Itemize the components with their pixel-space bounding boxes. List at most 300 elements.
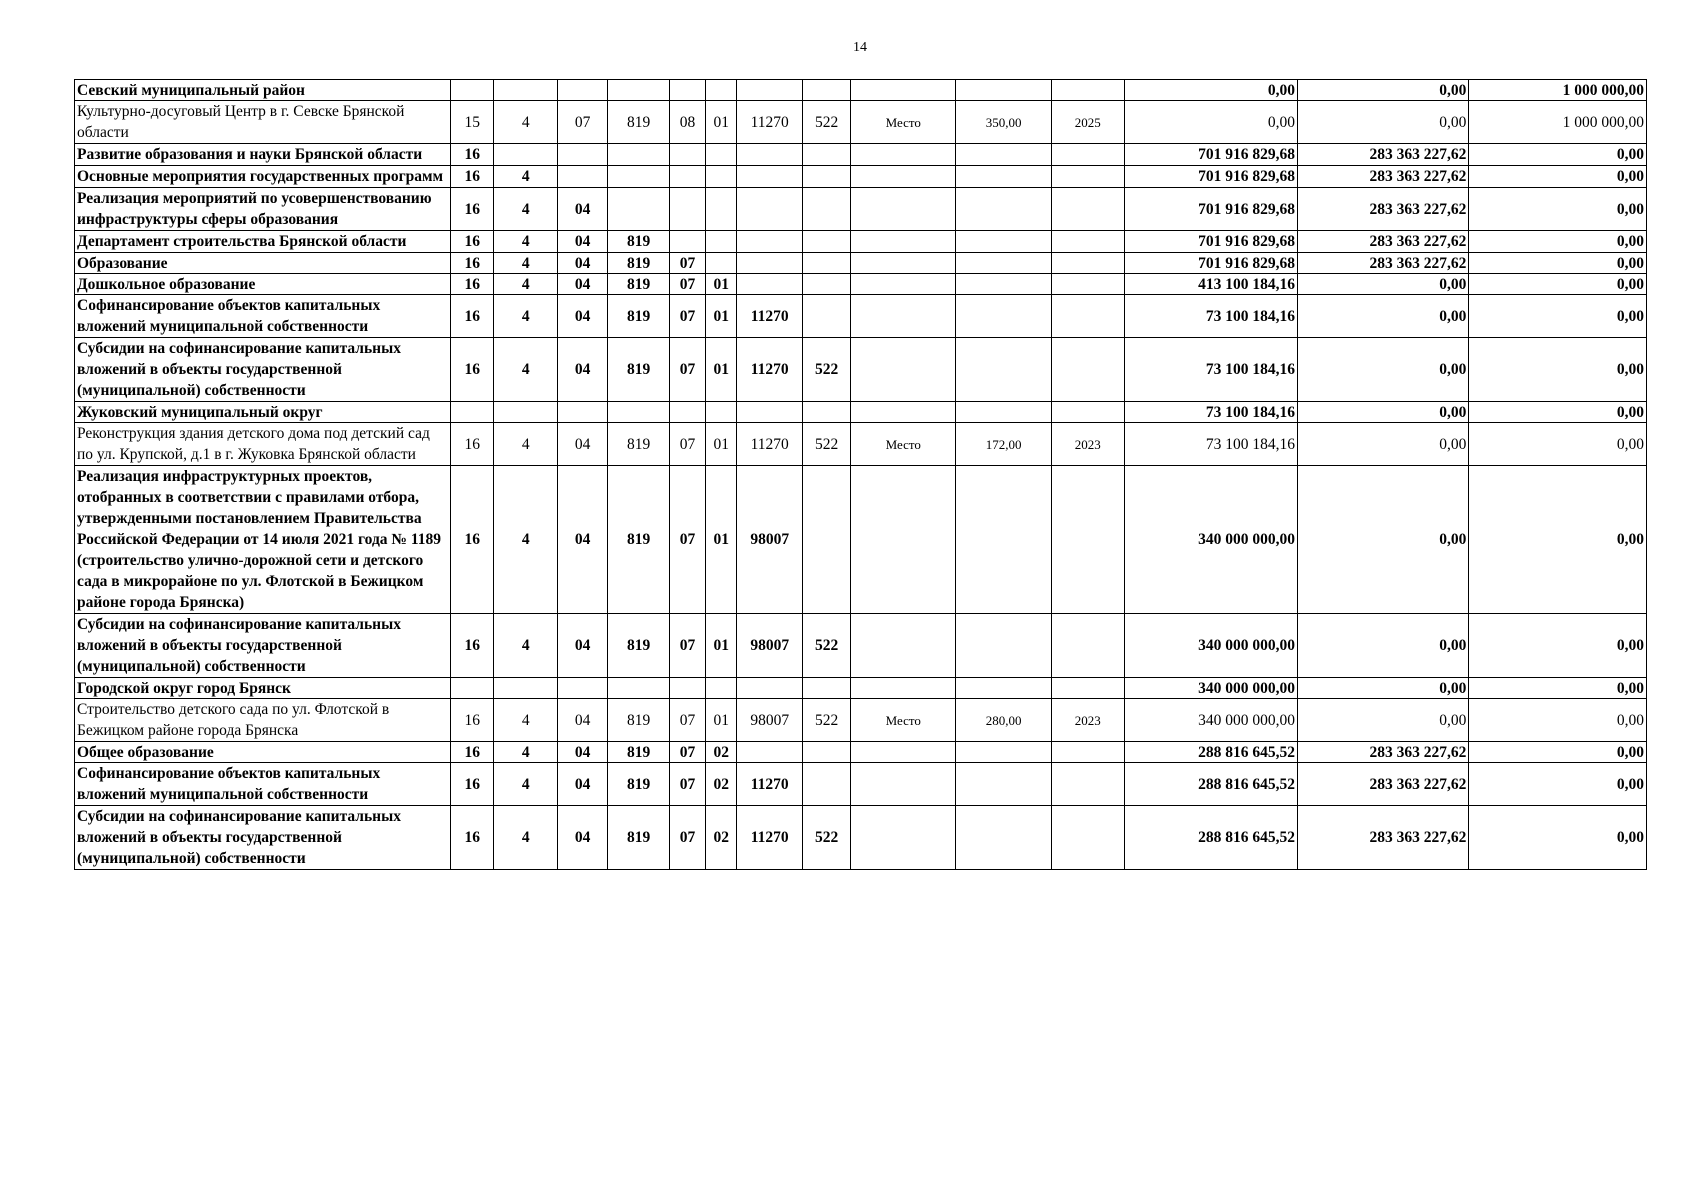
code-7	[737, 402, 803, 423]
capacity-cell	[956, 274, 1052, 295]
code-6	[706, 678, 737, 699]
code-7	[737, 742, 803, 763]
amount-2024: 0,00	[1298, 614, 1469, 678]
table-row	[75, 423, 1647, 466]
amount-2025: 0,00	[1469, 338, 1647, 402]
table-row	[75, 166, 1647, 188]
amount-2023: 701 916 829,68	[1124, 166, 1297, 188]
amount-2023: 701 916 829,68	[1124, 144, 1297, 166]
amount-2025: 0,00	[1469, 295, 1647, 338]
unit-cell	[851, 80, 956, 101]
unit-cell	[851, 188, 956, 231]
row-name: Софинансирование объектов капитальных вложений муниципальной собственности	[75, 763, 451, 806]
amount-2023: 701 916 829,68	[1124, 253, 1297, 274]
row-name: Строительство детского сада по ул. Флотской в Бежицком районе города Брянска	[75, 699, 451, 742]
code-1	[451, 402, 494, 423]
year-cell	[1051, 742, 1124, 763]
code-3	[557, 80, 607, 101]
amount-2025: 0,00	[1469, 253, 1647, 274]
amount-2023: 340 000 000,00	[1124, 699, 1297, 742]
code-8: 522	[802, 338, 850, 402]
code-1: 16	[451, 253, 494, 274]
year-cell	[1051, 763, 1124, 806]
code-1: 16	[451, 188, 494, 231]
capacity-cell	[956, 338, 1052, 402]
year-cell	[1051, 144, 1124, 166]
code-5	[669, 678, 705, 699]
code-2	[494, 144, 558, 166]
code-7: 11270	[737, 806, 803, 870]
code-4	[608, 80, 670, 101]
amount-2025: 0,00	[1469, 806, 1647, 870]
code-3	[557, 678, 607, 699]
amount-2024: 283 363 227,62	[1298, 806, 1469, 870]
code-8: 522	[802, 614, 850, 678]
code-7: 98007	[737, 614, 803, 678]
code-4: 819	[608, 338, 670, 402]
code-4: 819	[608, 423, 670, 466]
capacity-cell: 280,00	[956, 699, 1052, 742]
amount-2025: 0,00	[1469, 763, 1647, 806]
code-2: 4	[494, 166, 558, 188]
year-cell	[1051, 188, 1124, 231]
code-8	[802, 231, 850, 253]
amount-2025: 0,00	[1469, 466, 1647, 614]
code-6: 01	[706, 338, 737, 402]
table-row	[75, 742, 1647, 763]
code-6: 01	[706, 274, 737, 295]
code-4: 819	[608, 231, 670, 253]
code-4	[608, 402, 670, 423]
code-5: 07	[669, 423, 705, 466]
code-6: 01	[706, 699, 737, 742]
table-row	[75, 231, 1647, 253]
code-6	[706, 402, 737, 423]
capacity-cell	[956, 466, 1052, 614]
code-7: 11270	[737, 101, 803, 144]
code-6: 01	[706, 423, 737, 466]
code-6	[706, 144, 737, 166]
code-4: 819	[608, 101, 670, 144]
amount-2024: 0,00	[1298, 101, 1469, 144]
code-3: 04	[557, 253, 607, 274]
code-2: 4	[494, 338, 558, 402]
code-6	[706, 231, 737, 253]
row-name: Образование	[75, 253, 451, 274]
amount-2024: 283 363 227,62	[1298, 188, 1469, 231]
year-cell: 2025	[1051, 101, 1124, 144]
amount-2024: 283 363 227,62	[1298, 144, 1469, 166]
capacity-cell	[956, 188, 1052, 231]
amount-2023: 288 816 645,52	[1124, 742, 1297, 763]
unit-cell	[851, 338, 956, 402]
code-1: 16	[451, 144, 494, 166]
year-cell	[1051, 166, 1124, 188]
code-5	[669, 144, 705, 166]
amount-2023: 701 916 829,68	[1124, 188, 1297, 231]
code-2: 4	[494, 763, 558, 806]
code-1	[451, 678, 494, 699]
code-2: 4	[494, 101, 558, 144]
code-3	[557, 402, 607, 423]
row-name: Жуковский муниципальный округ	[75, 402, 451, 423]
code-4: 819	[608, 742, 670, 763]
amount-2025: 1 000 000,00	[1469, 80, 1647, 101]
code-1: 16	[451, 763, 494, 806]
code-5: 07	[669, 699, 705, 742]
code-6: 01	[706, 614, 737, 678]
code-2: 4	[494, 699, 558, 742]
row-name: Реализация мероприятий по усовершенствованию инфраструктуры сферы образования	[75, 188, 451, 231]
amount-2025: 0,00	[1469, 188, 1647, 231]
amount-2024: 283 363 227,62	[1298, 763, 1469, 806]
code-3: 04	[557, 274, 607, 295]
code-2: 4	[494, 614, 558, 678]
code-7	[737, 274, 803, 295]
capacity-cell	[956, 253, 1052, 274]
row-name: Департамент строительства Брянской области	[75, 231, 451, 253]
amount-2023: 340 000 000,00	[1124, 678, 1297, 699]
code-5: 07	[669, 614, 705, 678]
amount-2024: 0,00	[1298, 338, 1469, 402]
table-row	[75, 295, 1647, 338]
amount-2024: 0,00	[1298, 295, 1469, 338]
year-cell	[1051, 466, 1124, 614]
unit-cell	[851, 295, 956, 338]
code-3: 04	[557, 742, 607, 763]
capacity-cell	[956, 614, 1052, 678]
code-8	[802, 253, 850, 274]
code-2: 4	[494, 231, 558, 253]
year-cell	[1051, 402, 1124, 423]
code-1: 16	[451, 742, 494, 763]
code-7	[737, 188, 803, 231]
amount-2023: 73 100 184,16	[1124, 402, 1297, 423]
code-1: 16	[451, 295, 494, 338]
unit-cell	[851, 806, 956, 870]
row-name: Городской округ город Брянск	[75, 678, 451, 699]
code-8	[802, 763, 850, 806]
row-name: Субсидии на софинансирование капитальных вложений в объекты государственной (муниципальной) собственности	[75, 338, 451, 402]
code-4: 819	[608, 699, 670, 742]
row-name: Основные мероприятия государственных программ	[75, 166, 451, 188]
capacity-cell	[956, 80, 1052, 101]
code-6: 01	[706, 295, 737, 338]
code-1: 16	[451, 699, 494, 742]
code-6	[706, 188, 737, 231]
table-row	[75, 678, 1647, 699]
code-4: 819	[608, 466, 670, 614]
code-6	[706, 253, 737, 274]
unit-cell	[851, 678, 956, 699]
code-7	[737, 80, 803, 101]
code-7	[737, 678, 803, 699]
code-7: 11270	[737, 295, 803, 338]
code-6: 01	[706, 101, 737, 144]
row-name: Дошкольное образование	[75, 274, 451, 295]
code-1: 16	[451, 338, 494, 402]
amount-2023: 0,00	[1124, 101, 1297, 144]
unit-cell	[851, 253, 956, 274]
unit-cell: Место	[851, 101, 956, 144]
amount-2024: 283 363 227,62	[1298, 253, 1469, 274]
code-5	[669, 80, 705, 101]
capacity-cell	[956, 678, 1052, 699]
table-row	[75, 614, 1647, 678]
code-3: 04	[557, 338, 607, 402]
code-1: 16	[451, 274, 494, 295]
code-5: 07	[669, 763, 705, 806]
code-7	[737, 231, 803, 253]
code-5: 07	[669, 466, 705, 614]
code-1	[451, 80, 494, 101]
unit-cell	[851, 742, 956, 763]
table-row	[75, 101, 1647, 144]
code-8	[802, 274, 850, 295]
table-row	[75, 188, 1647, 231]
code-8	[802, 166, 850, 188]
table-row	[75, 699, 1647, 742]
code-4: 819	[608, 763, 670, 806]
unit-cell	[851, 614, 956, 678]
unit-cell	[851, 466, 956, 614]
code-4: 819	[608, 806, 670, 870]
amount-2025: 0,00	[1469, 402, 1647, 423]
amount-2025: 0,00	[1469, 231, 1647, 253]
code-3: 04	[557, 699, 607, 742]
amount-2023: 0,00	[1124, 80, 1297, 101]
table-row	[75, 806, 1647, 870]
code-5: 07	[669, 338, 705, 402]
row-name: Реализация инфраструктурных проектов, отобранных в соответствии с правилами отбора, утвержденными постановлением Правительства Российской Федерации от 14 июля 2021 года № 1189 (строительство улично-дорожной сети и детского сада в микрорайоне по ул. Флотской в Бежицком районе города Брянска)	[75, 466, 451, 614]
code-2: 4	[494, 806, 558, 870]
amount-2025: 0,00	[1469, 614, 1647, 678]
amount-2023: 73 100 184,16	[1124, 295, 1297, 338]
amount-2025: 0,00	[1469, 699, 1647, 742]
amount-2025: 0,00	[1469, 678, 1647, 699]
year-cell	[1051, 338, 1124, 402]
code-3: 04	[557, 295, 607, 338]
code-2	[494, 402, 558, 423]
capacity-cell	[956, 295, 1052, 338]
amount-2024: 0,00	[1298, 699, 1469, 742]
amount-2024: 283 363 227,62	[1298, 231, 1469, 253]
code-8	[802, 144, 850, 166]
table-body	[75, 80, 1647, 870]
code-4: 819	[608, 274, 670, 295]
row-name: Культурно-досуговый Центр в г. Севске Брянской области	[75, 101, 451, 144]
code-3: 04	[557, 423, 607, 466]
code-8	[802, 188, 850, 231]
amount-2025: 0,00	[1469, 166, 1647, 188]
amount-2024: 0,00	[1298, 466, 1469, 614]
code-8: 522	[802, 101, 850, 144]
code-6: 02	[706, 806, 737, 870]
year-cell	[1051, 274, 1124, 295]
code-7: 98007	[737, 466, 803, 614]
amount-2025: 1 000 000,00	[1469, 101, 1647, 144]
code-6	[706, 166, 737, 188]
code-8	[802, 402, 850, 423]
amount-2023: 288 816 645,52	[1124, 763, 1297, 806]
amount-2024: 283 363 227,62	[1298, 742, 1469, 763]
row-name: Развитие образования и науки Брянской области	[75, 144, 451, 166]
code-1: 15	[451, 101, 494, 144]
code-7	[737, 144, 803, 166]
code-2: 4	[494, 423, 558, 466]
capacity-cell	[956, 144, 1052, 166]
code-4: 819	[608, 295, 670, 338]
code-2: 4	[494, 295, 558, 338]
row-name: Общее образование	[75, 742, 451, 763]
year-cell	[1051, 678, 1124, 699]
table-row	[75, 402, 1647, 423]
year-cell: 2023	[1051, 699, 1124, 742]
code-5	[669, 231, 705, 253]
year-cell	[1051, 295, 1124, 338]
code-7: 98007	[737, 699, 803, 742]
code-2: 4	[494, 466, 558, 614]
amount-2024: 0,00	[1298, 423, 1469, 466]
amount-2023: 73 100 184,16	[1124, 423, 1297, 466]
code-2	[494, 678, 558, 699]
year-cell	[1051, 231, 1124, 253]
code-3: 04	[557, 466, 607, 614]
code-2	[494, 80, 558, 101]
code-1: 16	[451, 614, 494, 678]
amount-2023: 73 100 184,16	[1124, 338, 1297, 402]
amount-2024: 0,00	[1298, 402, 1469, 423]
capacity-cell: 350,00	[956, 101, 1052, 144]
code-8	[802, 80, 850, 101]
year-cell	[1051, 614, 1124, 678]
capacity-cell	[956, 806, 1052, 870]
code-5: 07	[669, 253, 705, 274]
capacity-cell	[956, 402, 1052, 423]
code-2: 4	[494, 742, 558, 763]
unit-cell	[851, 166, 956, 188]
code-1: 16	[451, 423, 494, 466]
year-cell	[1051, 253, 1124, 274]
code-3: 07	[557, 101, 607, 144]
code-3	[557, 144, 607, 166]
code-4	[608, 678, 670, 699]
code-6: 02	[706, 742, 737, 763]
code-1: 16	[451, 166, 494, 188]
code-3: 04	[557, 806, 607, 870]
code-5: 07	[669, 295, 705, 338]
budget-table	[74, 79, 1647, 870]
row-name: Субсидии на софинансирование капитальных вложений в объекты государственной (муниципальной) собственности	[75, 614, 451, 678]
code-2: 4	[494, 188, 558, 231]
code-8: 522	[802, 806, 850, 870]
code-7	[737, 253, 803, 274]
code-3: 04	[557, 231, 607, 253]
unit-cell	[851, 402, 956, 423]
amount-2024: 0,00	[1298, 80, 1469, 101]
year-cell: 2023	[1051, 423, 1124, 466]
code-5: 08	[669, 101, 705, 144]
unit-cell	[851, 763, 956, 806]
capacity-cell	[956, 742, 1052, 763]
amount-2023: 340 000 000,00	[1124, 614, 1297, 678]
code-3: 04	[557, 614, 607, 678]
code-7: 11270	[737, 763, 803, 806]
code-4	[608, 144, 670, 166]
unit-cell	[851, 231, 956, 253]
unit-cell: Место	[851, 699, 956, 742]
year-cell	[1051, 80, 1124, 101]
amount-2023: 413 100 184,16	[1124, 274, 1297, 295]
amount-2024: 0,00	[1298, 274, 1469, 295]
table-row	[75, 144, 1647, 166]
code-1: 16	[451, 806, 494, 870]
row-name: Севский муниципальный район	[75, 80, 451, 101]
code-1: 16	[451, 466, 494, 614]
table-row	[75, 338, 1647, 402]
code-5: 07	[669, 806, 705, 870]
amount-2023: 701 916 829,68	[1124, 231, 1297, 253]
amount-2023: 340 000 000,00	[1124, 466, 1297, 614]
unit-cell: Место	[851, 423, 956, 466]
code-2: 4	[494, 274, 558, 295]
code-5	[669, 402, 705, 423]
row-name: Реконструкция здания детского дома под детский сад по ул. Крупской, д.1 в г. Жуковка Брянской области	[75, 423, 451, 466]
amount-2024: 283 363 227,62	[1298, 166, 1469, 188]
code-4: 819	[608, 614, 670, 678]
amount-2025: 0,00	[1469, 423, 1647, 466]
code-7	[737, 166, 803, 188]
code-7: 11270	[737, 338, 803, 402]
code-8: 522	[802, 699, 850, 742]
amount-2023: 288 816 645,52	[1124, 806, 1297, 870]
code-3: 04	[557, 763, 607, 806]
unit-cell	[851, 144, 956, 166]
table-row	[75, 274, 1647, 295]
unit-cell	[851, 274, 956, 295]
code-8	[802, 295, 850, 338]
row-name: Субсидии на софинансирование капитальных вложений в объекты государственной (муниципальной) собственности	[75, 806, 451, 870]
code-7: 11270	[737, 423, 803, 466]
code-5	[669, 166, 705, 188]
table-row	[75, 763, 1647, 806]
code-5: 07	[669, 274, 705, 295]
amount-2025: 0,00	[1469, 144, 1647, 166]
code-5: 07	[669, 742, 705, 763]
code-8: 522	[802, 423, 850, 466]
code-8	[802, 466, 850, 614]
code-4	[608, 166, 670, 188]
amount-2024: 0,00	[1298, 678, 1469, 699]
capacity-cell	[956, 763, 1052, 806]
code-4: 819	[608, 253, 670, 274]
code-6: 01	[706, 466, 737, 614]
code-8	[802, 742, 850, 763]
table-row	[75, 80, 1647, 101]
row-name: Софинансирование объектов капитальных вложений муниципальной собственности	[75, 295, 451, 338]
code-6	[706, 80, 737, 101]
capacity-cell	[956, 231, 1052, 253]
code-4	[608, 188, 670, 231]
capacity-cell: 172,00	[956, 423, 1052, 466]
page-number: 14	[853, 40, 867, 55]
year-cell	[1051, 806, 1124, 870]
amount-2025: 0,00	[1469, 742, 1647, 763]
code-8	[802, 678, 850, 699]
table-row	[75, 253, 1647, 274]
amount-2025: 0,00	[1469, 274, 1647, 295]
code-3	[557, 166, 607, 188]
